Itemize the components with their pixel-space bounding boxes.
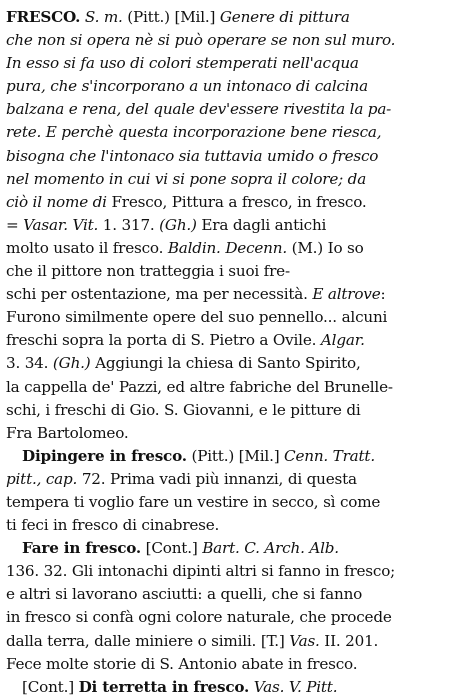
entry-line: molto usato il fresco. Baldin. Decenn. (M.) Io so [6,238,364,257]
entry-line: che il pittore non tratteggia i suoi fre- [6,262,290,281]
entry-line: [Cont.] Di terretta in fresco. Vas. V. Pitt. [22,677,338,696]
entry-line: Dipingere in fresco. (Pitt.) [Mil.] Cenn. Tratt. [22,446,375,465]
entry-line: schi, i freschi di Gio. S. Giovanni, e le pitture di [6,400,361,419]
headword: FRESCO. [6,8,81,26]
citation: Bart. C. Arch. Alb. [202,539,339,558]
entry-line: che non si opera nè si può operare se non sul muro. [6,31,396,50]
entry-line: la cappella de' Pazzi, ed altre fabriche del Brunelle- [6,377,393,396]
grammar-tag: S. m. [84,8,123,26]
entry-line: e altri si lavorano asciutti: a quelli, che si fanno [6,585,363,604]
entry-line: freschi sopra la porta di S. Pietro a Ovile. Algar. [6,331,365,350]
entry-line: = Vasar. Vit. 1. 317. (Gh.) Era dagli antichi [6,215,327,234]
entry-line: Fare in fresco. [Cont.] Bart. C. Arch. Alb. [22,539,339,558]
entry-line: In esso si fa uso di colori stemperati nell'acqua [6,54,359,73]
entry-line: 3. 34. (Gh.) Aggiungi la chiesa di Santo Spirito, [6,354,361,373]
sub-headword: Di terretta in fresco. [78,677,250,696]
citation: Vas. V. Pitt. [253,677,338,696]
citation: Vasar. Vit. [23,215,99,234]
sub-headword: Dipingere in fresco. [22,446,187,465]
entry-line: bisogna che l'intonaco sia tuttavia umido o fresco [6,146,379,165]
entry-line: in fresco si confà ogni colore naturale, che procede [6,608,392,627]
citation: Baldin. Decenn. [167,238,287,257]
entry-line: tempera ti voglio fare un vestire in secco, sì come [6,492,381,511]
entry-line: Furono similmente opere del suo pennello... alcuni [6,308,388,327]
entry-line: ti feci in fresco di cinabrese. [6,516,220,535]
entry-line: Fece molte storie di S. Antonio abate in fresco. [6,654,358,673]
sub-headword: Fare in fresco. [22,539,141,558]
entry-line: schi per ostentazione, ma per necessità. E altrove: [6,285,386,304]
entry-line: Fra Bartolomeo. [6,423,129,442]
citation: Cenn. Tratt. [284,446,375,465]
entry-line: balzana e rena, del quale dev'essere rivestita la pa- [6,100,392,119]
entry-line: dalla terra, dalle miniere o simili. [T.] Vas. II. 201. [6,631,379,650]
entry-line: ciò il nome di Fresco, Pittura a fresco, in fresco. [6,192,367,211]
citation: Algar. [320,331,365,350]
entry-line: pura, che s'incorporano a un intonaco di calcina [6,77,368,96]
entry-line: rete. E perchè questa incorporazione bene riesca, [6,123,382,142]
entry-line: pitt., cap. 72. Prima vadi più innanzi, di questa [6,469,357,488]
entry-line: FRESCO. S. m. (Pitt.) [Mil.] Genere di pittura [6,8,350,26]
citation: Vas. [289,631,320,650]
entry-line: nel momento in cui vi si pone sopra il colore; da [6,169,367,188]
entry-line: 136. 32. Gli intonachi dipinti altri si fanno in fresco; [6,562,396,581]
